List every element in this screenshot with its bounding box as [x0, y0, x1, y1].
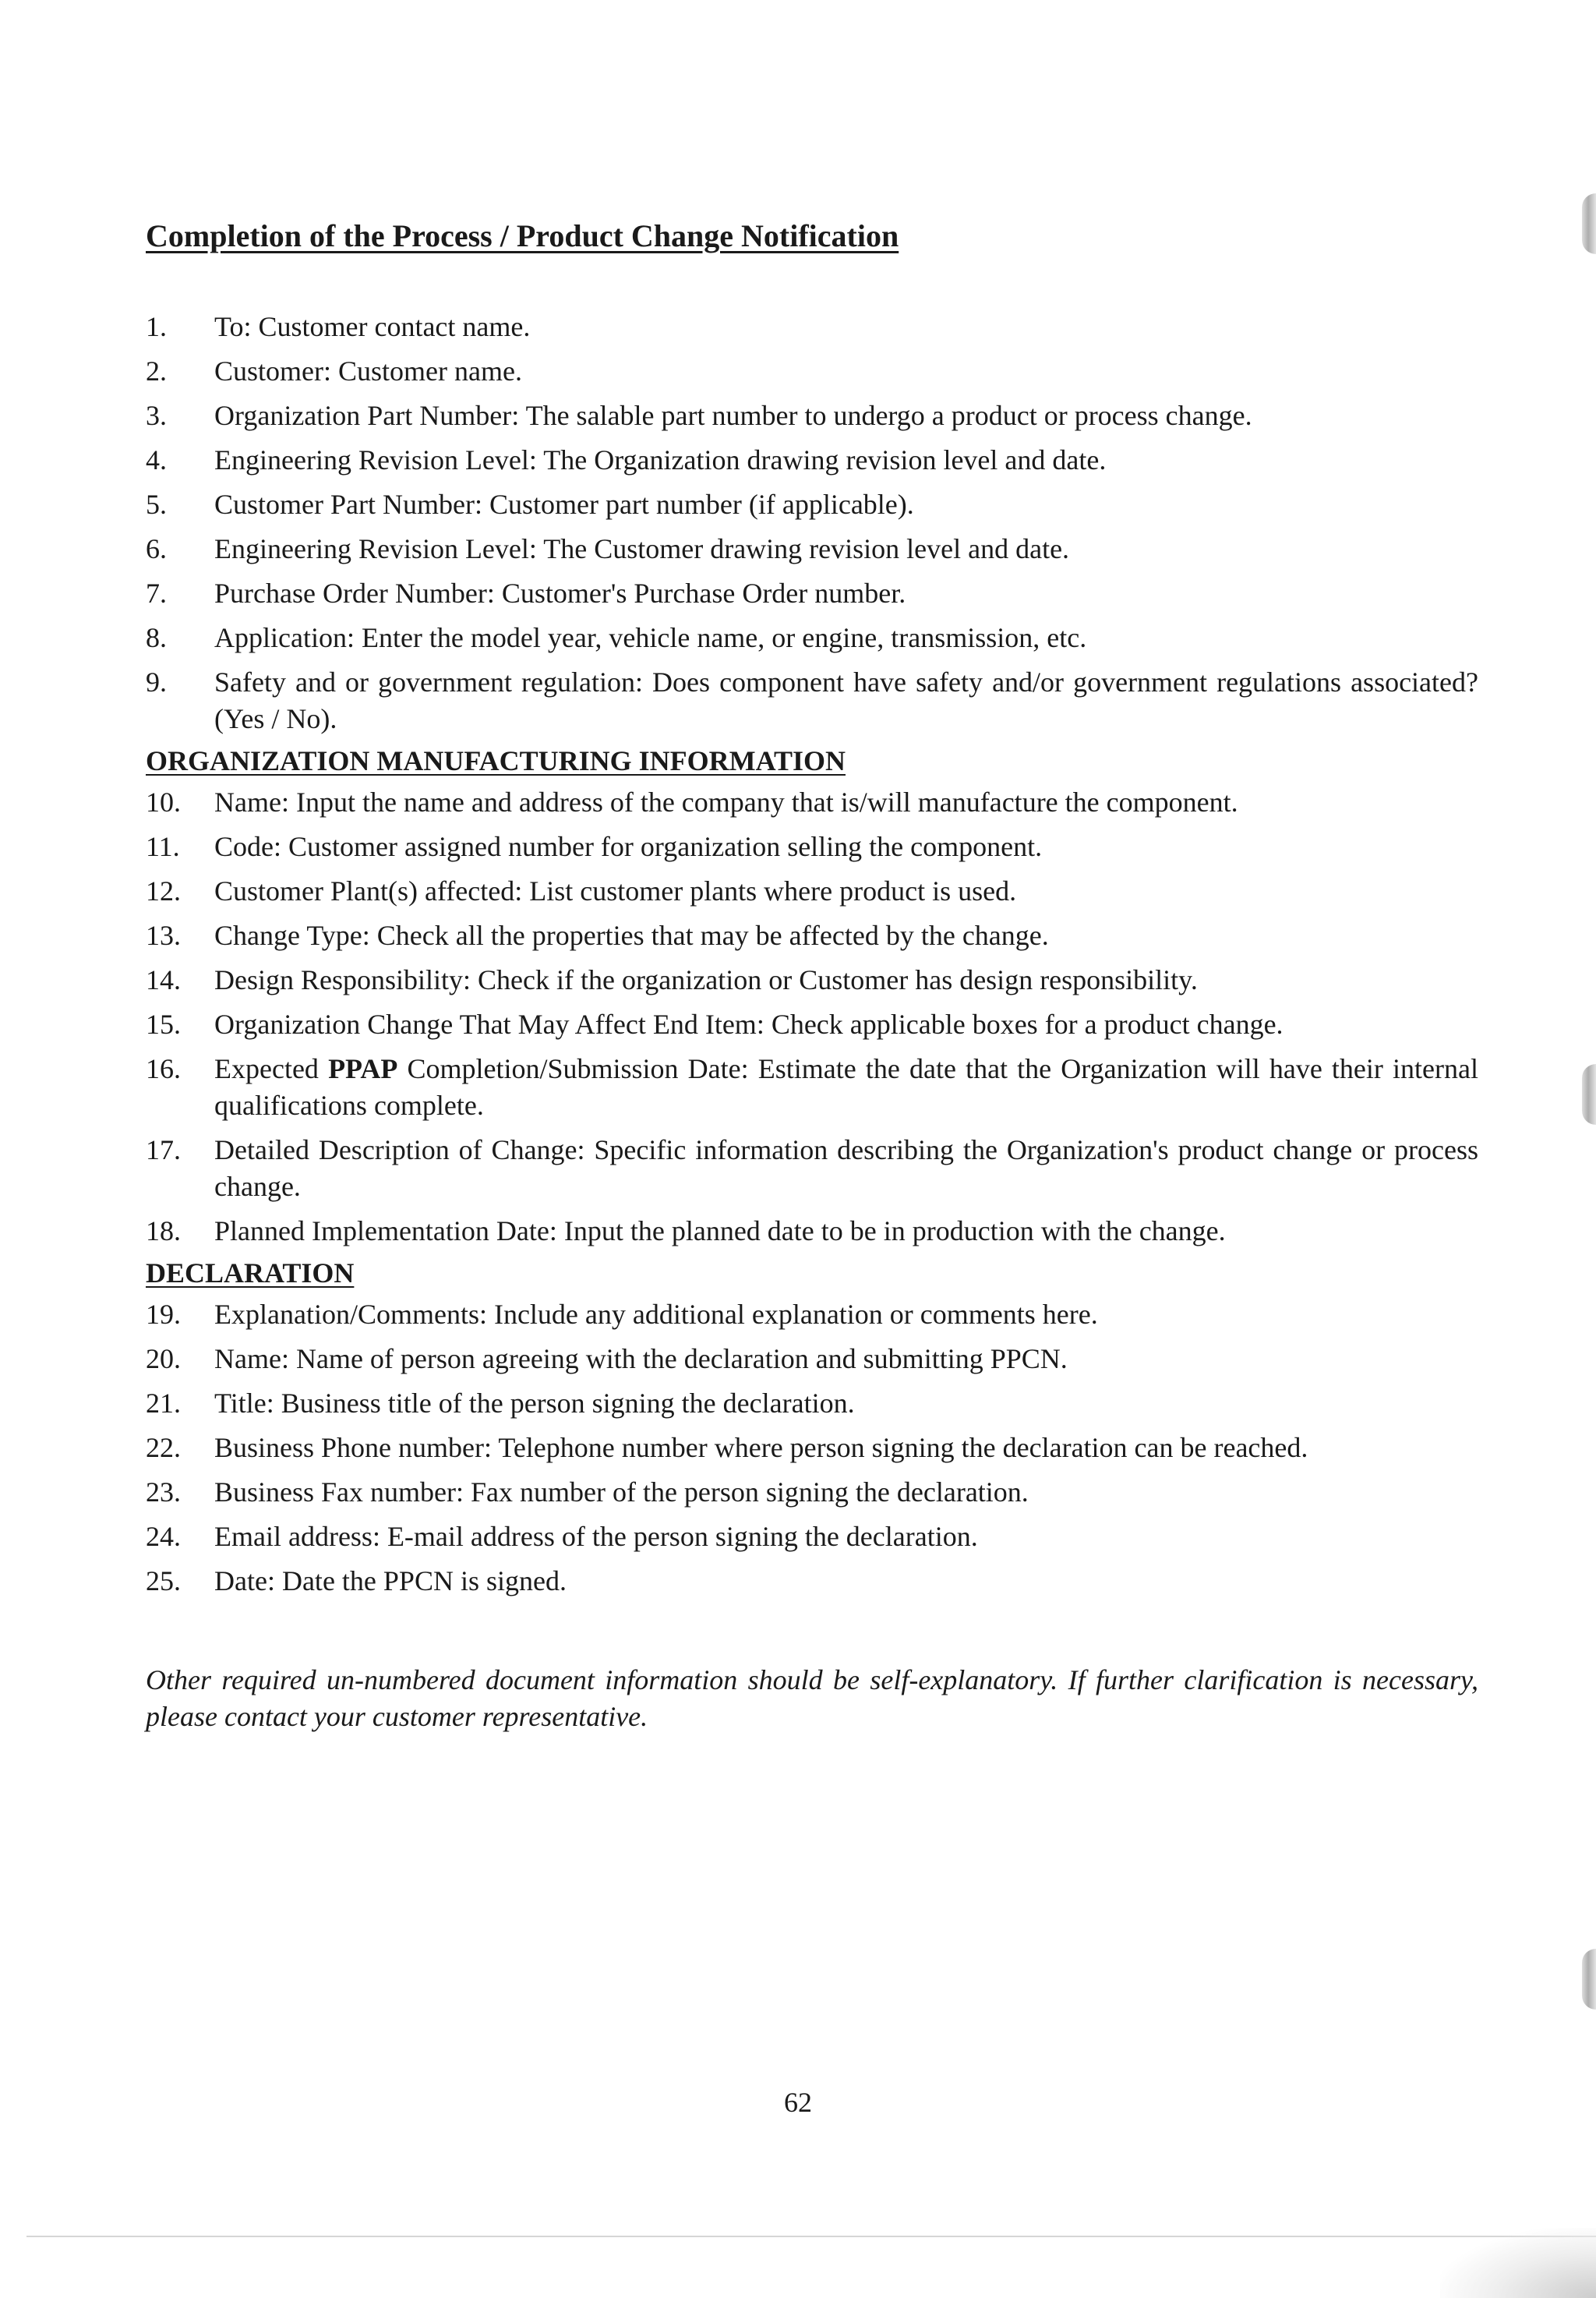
item-number: 17. [146, 1134, 181, 1165]
item-text: Organization Part Number: The salable part number to undergo a product or process change. [214, 400, 1252, 431]
section-heading-declaration: DECLARATION [146, 1257, 355, 1289]
item-text: Planned Implementation Date: Input the planned date to be in production with the change. [214, 1215, 1226, 1246]
item-text: Organization Change That May Affect End Item: Check applicable boxes for a product change. [214, 1009, 1284, 1040]
item-text: Design Responsibility: Check if the organization or Customer has design responsibility. [214, 964, 1198, 995]
list-item [146, 309, 1478, 345]
item-number: 19. [146, 1299, 181, 1330]
item-number: 14. [146, 964, 181, 995]
list-item [146, 353, 1478, 390]
instructions-list [146, 309, 1478, 1607]
list-item [146, 575, 1478, 612]
item-text: Safety and or government regulation: Does component have safety and/or government regulations associated? (Yes / No). [214, 666, 1478, 734]
scan-corner-shadow [1440, 2228, 1596, 2298]
page-number: 62 [784, 2087, 812, 2118]
list-item [146, 873, 1478, 910]
list-item [146, 784, 1478, 821]
item-text: Name: Name of person agreeing with the declaration and submitting PPCN. [214, 1343, 1068, 1374]
closing-note: Other required un-numbered document information should be self-explanatory. If further clarification is necessary, please contact your customer representative. [146, 1664, 1478, 1732]
item-text: Detailed Description of Change: Specific information describing the Organization's product change or process change. [214, 1134, 1478, 1202]
item-number: 6. [146, 533, 167, 564]
item-text: Email address: E-mail address of the person signing the declaration. [214, 1521, 978, 1552]
item-text: Customer Plant(s) affected: List customer plants where product is used. [214, 875, 1017, 907]
page-title: Completion of the Process / Product Change Notification [146, 218, 899, 253]
list-item [146, 917, 1478, 954]
list-item [146, 1563, 1478, 1600]
item-text: Business Phone number: Telephone number where person signing the declaration can be reached. [214, 1432, 1308, 1463]
list-item [146, 531, 1478, 567]
list-item [146, 1518, 1478, 1555]
item-text: Purchase Order Number: Customer's Purchase Order number. [214, 578, 906, 609]
item-number: 4. [146, 444, 167, 476]
item-number: 2. [146, 355, 167, 387]
item-text: Application: Enter the model year, vehicle name, or engine, transmission, etc. [214, 622, 1087, 653]
item-text: Customer: Customer name. [214, 355, 522, 387]
item-text: Engineering Revision Level: The Organization drawing revision level and date. [214, 444, 1107, 476]
item-number: 7. [146, 578, 167, 609]
list-item [146, 1213, 1478, 1250]
item-text: Explanation/Comments: Include any additional explanation or comments here. [214, 1299, 1098, 1330]
list-item [146, 398, 1478, 434]
binder-hole-shadow [1582, 1949, 1596, 2010]
item-number: 8. [146, 622, 167, 653]
item-number: 15. [146, 1009, 181, 1040]
item-number: 24. [146, 1521, 181, 1552]
item-text [214, 1051, 1478, 1124]
list-item [146, 1385, 1478, 1422]
item-number: 23. [146, 1476, 181, 1508]
item-text: Name: Input the name and address of the company that is/will manufacture the component. [214, 787, 1238, 818]
item-number: 1. [146, 311, 167, 342]
item-number: 12. [146, 875, 181, 907]
list-item [146, 829, 1478, 865]
list-item [146, 620, 1478, 656]
item-text: Change Type: Check all the properties that may be affected by the change. [214, 920, 1049, 951]
item-number: 25. [146, 1565, 181, 1596]
item-text: Title: Business title of the person signing the declaration. [214, 1388, 855, 1419]
item-text-prefix: Expected [214, 1053, 329, 1084]
item-number: 9. [146, 666, 167, 698]
item-number: 16. [146, 1053, 181, 1084]
item-text: Engineering Revision Level: The Customer drawing revision level and date. [214, 533, 1070, 564]
list-item [146, 442, 1478, 479]
list-item [146, 1341, 1478, 1377]
item-text: Customer Part Number: Customer part number (if applicable). [214, 489, 914, 520]
list-item [146, 1474, 1478, 1511]
item-number: 11. [146, 831, 180, 862]
ppap-term: PPAP [328, 1053, 398, 1084]
scan-edge-line [26, 2236, 1596, 2237]
item-number: 10. [146, 787, 181, 818]
section-heading-manufacturing: ORGANIZATION MANUFACTURING INFORMATION [146, 745, 846, 776]
item-text: Code: Customer assigned number for organization selling the component. [214, 831, 1043, 862]
list-item [146, 1430, 1478, 1466]
item-number: 3. [146, 400, 167, 431]
item-text: Business Fax number: Fax number of the person signing the declaration. [214, 1476, 1029, 1508]
item-number: 18. [146, 1215, 181, 1246]
list-item [146, 486, 1478, 523]
list-item [146, 962, 1478, 999]
item-text: Date: Date the PPCN is signed. [214, 1565, 567, 1596]
binder-hole-shadow [1582, 1064, 1596, 1125]
item-number: 5. [146, 489, 167, 520]
item-number: 13. [146, 920, 181, 951]
list-item [146, 1051, 1478, 1124]
item-text-suffix: Completion/Submission Date: Estimate the date that the Organization will have their internal qualifications complete. [214, 1053, 1478, 1121]
binder-hole-shadow [1582, 193, 1596, 254]
item-number: 21. [146, 1388, 181, 1419]
item-text: To: Customer contact name. [214, 311, 531, 342]
item-number: 20. [146, 1343, 181, 1374]
item-number: 22. [146, 1432, 181, 1463]
list-item [146, 1132, 1478, 1205]
list-item [146, 1296, 1478, 1333]
list-item [146, 664, 1478, 737]
list-item [146, 1006, 1478, 1043]
